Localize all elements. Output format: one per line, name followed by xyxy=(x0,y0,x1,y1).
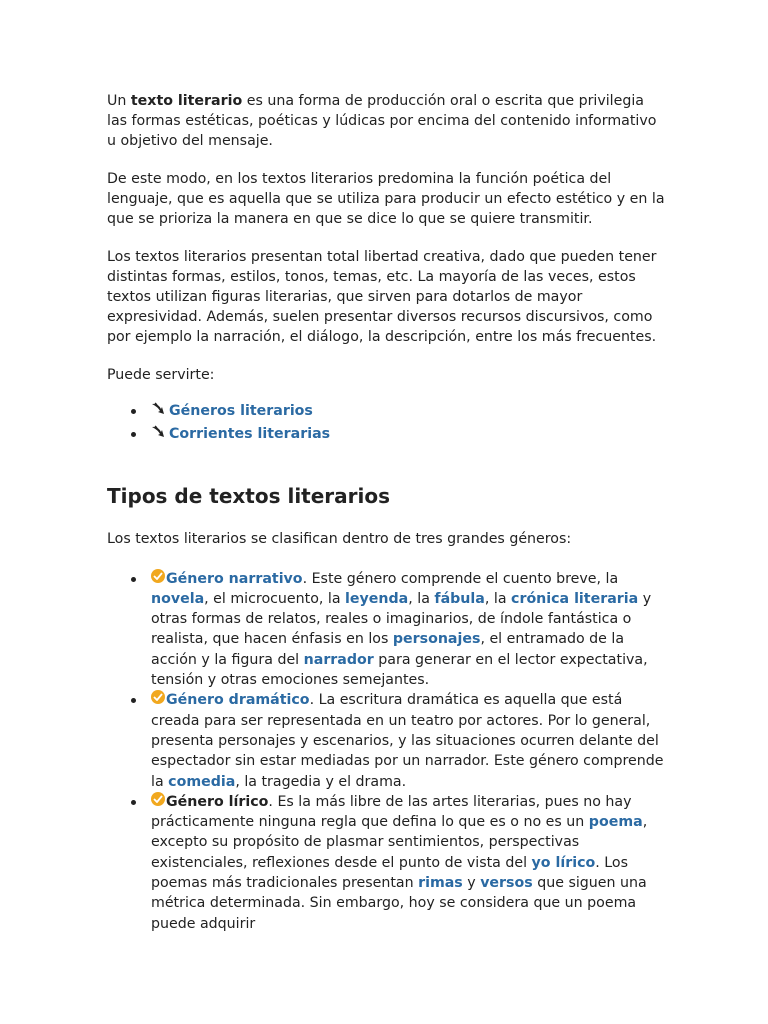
check-badge-icon xyxy=(151,690,165,704)
genre-item-lirico xyxy=(151,792,667,934)
text-span: . Los poemas más tradicionales presentan xyxy=(151,854,628,892)
text-span: para generar en el lector expectativa, tensión y otras emociones semejantes. xyxy=(151,651,648,689)
text-span: . Es la más libre de las artes literarias, pues no hay prácticamente ninguna regla que defina lo que es o no es un xyxy=(151,793,632,831)
puede-servirte-label: Puede servirte: xyxy=(107,367,215,383)
check-badge-icon xyxy=(151,569,165,583)
link-poema[interactable]: poema xyxy=(588,814,643,831)
text-span: . Este género comprende el cuento breve, la xyxy=(302,570,619,587)
link-genero-dramatico[interactable]: Género dramático xyxy=(166,692,310,709)
bullet xyxy=(131,432,136,437)
link-comedia[interactable]: comedia xyxy=(168,773,236,790)
link-narrador[interactable]: narrador xyxy=(303,651,374,668)
link-genero-narrativo[interactable]: Género narrativo xyxy=(166,570,303,587)
check-badge-icon xyxy=(151,792,165,806)
text-span: , el entramado de la acción y la figura del xyxy=(151,631,625,668)
document-page xyxy=(107,91,667,934)
text-span: Un xyxy=(107,93,131,109)
link-rimas[interactable]: rimas xyxy=(418,875,463,892)
link-generos-literarios[interactable]: Géneros literarios xyxy=(169,403,313,419)
related-link-item[interactable] xyxy=(151,424,667,444)
text-span: , la xyxy=(484,590,512,607)
link-versos[interactable]: versos xyxy=(480,875,533,892)
link-fabula[interactable]: fábula xyxy=(434,590,485,607)
link-leyenda[interactable]: leyenda xyxy=(345,590,409,607)
link-yo-lirico[interactable]: yo lírico xyxy=(531,854,596,871)
bullet xyxy=(131,577,136,582)
genre-item-dramatico xyxy=(151,690,667,791)
link-personajes[interactable]: personajes xyxy=(392,631,481,648)
link-novela[interactable]: novela xyxy=(151,590,205,607)
text-span: y xyxy=(462,875,481,892)
intro-paragraph-3: Los textos literarios presentan total libertad creativa, dado que pueden tener distintas formas, estilos, tonos, temas, etc. La mayoría de las veces, estos textos utilizan figuras literarias, que sirven para dotarlos de mayor expresividad. Además, suelen presentar diversos recursos discursivos, como por ejemplo la narración, el diálogo, la descripción, entre los más frecuentes. xyxy=(107,249,657,345)
related-link-item[interactable] xyxy=(151,401,667,421)
link-cronica-literaria[interactable]: crónica literaria xyxy=(511,590,639,607)
text-span: , excepto su propósito de plasmar sentimientos, perspectivas existenciales, reflexiones desde el punto de vista del xyxy=(151,814,648,871)
bullet xyxy=(131,409,136,414)
bullet xyxy=(131,800,136,805)
genres-list xyxy=(151,569,667,934)
link-corrientes-literarias[interactable]: Corrientes literarias xyxy=(169,426,331,443)
arrow-icon xyxy=(151,425,169,439)
section-intro: Los textos literarios se clasifican dentro de tres grandes géneros: xyxy=(107,530,572,547)
intro-paragraph-2: De este modo, en los textos literarios predomina la función poética del lenguaje, que es aquella que se utiliza para producir un efecto estético y en la que se prioriza la manera en que se dice lo que se quiere transmitir. xyxy=(107,171,665,227)
intro-paragraph-1 xyxy=(107,91,667,151)
arrow-icon xyxy=(151,402,169,416)
text-span: , la tragedia y el drama. xyxy=(235,773,407,790)
text-span: y otras formas de relatos, reales o imaginarios, de índole fantástica o realista, que hacen énfasis en los xyxy=(151,590,652,648)
related-links-list xyxy=(151,401,667,445)
text-span: , el microcuento, la xyxy=(204,590,346,607)
text-span: , la xyxy=(408,590,435,607)
genre-title-lirico: Género lírico xyxy=(166,793,269,810)
term-texto-literario: texto literario xyxy=(130,93,243,109)
genre-item-narrativo xyxy=(151,569,667,691)
section-heading: Tipos de textos literarios xyxy=(107,483,391,508)
text-span: . La escritura dramática es aquella que está creada para ser representada en un teatro por actores. Por lo general, presenta personajes y escenarios, y las situaciones ocurren delante del espectador sin estar mediadas por un narrador. Este género comprende la xyxy=(151,692,664,790)
text-span: es una forma de producción oral o escrita que privilegia las formas estéticas, poéticas y lúdicas por encima del contenido informativo u objetivo del mensaje. xyxy=(107,93,657,149)
bullet xyxy=(131,698,136,703)
text-span: que siguen una métrica determinada. Sin embargo, hoy se considera que un poema puede adquirir xyxy=(151,875,647,932)
